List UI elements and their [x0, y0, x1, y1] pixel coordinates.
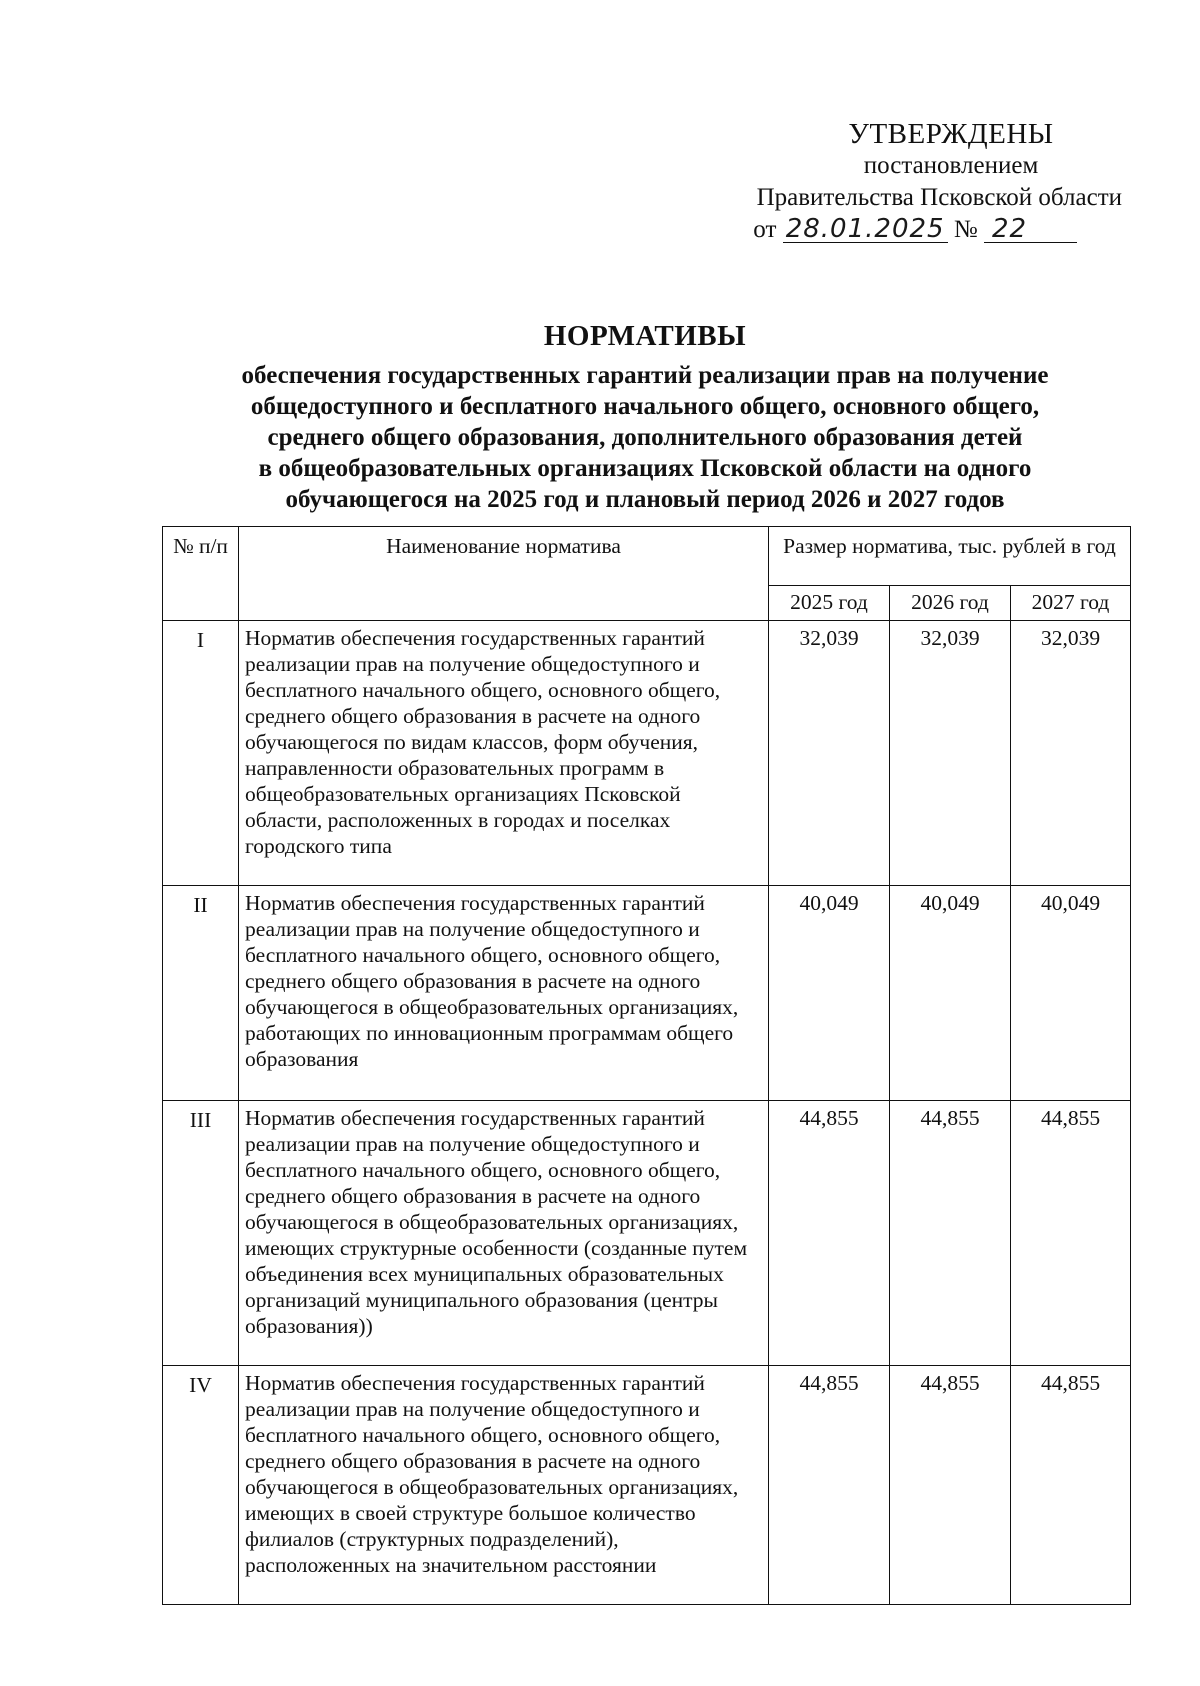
approval-stamp [700, 118, 1122, 246]
subtitle-line: обучающегося на 2025 год и плановый период 2026 и 2027 годов [285, 486, 1005, 513]
row-value-2026: 44,855 [890, 1101, 1011, 1366]
row-name: Норматив обеспечения государственных гарантий реализации прав на получение общедоступного и бесплатного начального общего, основного общего, среднего общего образования в расчете на одного обучающегося в общеобразовательных организациях, имеющих в своей структуре большое количество филиалов (структурных подразделений), расположенных на значительном расстоянии [239, 1366, 769, 1605]
approval-from-label: от [753, 216, 777, 243]
norms-table [162, 526, 1131, 1605]
approval-line-resolution: постановлением [863, 152, 1039, 179]
approval-date: 28.01.2025 [783, 216, 948, 243]
subtitle-line: в общеобразовательных организациях Псковской области на одного [258, 455, 1032, 482]
document-heading [160, 318, 1130, 515]
approval-number-label: № [953, 216, 978, 243]
header-name [239, 527, 769, 621]
row-value-2026: 40,049 [890, 886, 1011, 1101]
header-year-2027: 2027 год [1011, 586, 1131, 621]
header-name-label: Наименование норматива [386, 534, 621, 558]
table-row [163, 886, 1131, 1101]
table-row [163, 621, 1131, 886]
subtitle-line: обеспечения государственных гарантий реализации прав на получение [241, 362, 1049, 389]
row-value-2026: 44,855 [890, 1366, 1011, 1605]
row-value-2025: 32,039 [769, 621, 890, 886]
row-number: I [163, 621, 239, 886]
document-subtitle [160, 360, 1130, 515]
approval-title: УТВЕРЖДЕНЫ [848, 118, 1054, 150]
row-number: IV [163, 1366, 239, 1605]
approval-date-line [700, 214, 1122, 246]
table-row [163, 1101, 1131, 1366]
approval-line-government: Правительства Псковской области [756, 184, 1122, 211]
row-value-2027: 32,039 [1011, 621, 1131, 886]
row-number: III [163, 1101, 239, 1366]
header-size [769, 527, 1131, 586]
document-title: НОРМАТИВЫ [543, 320, 747, 352]
header-number [163, 527, 239, 621]
row-value-2026: 32,039 [890, 621, 1011, 886]
row-name: Норматив обеспечения государственных гарантий реализации прав на получение общедоступного и бесплатного начального общего, основного общего, среднего общего образования в расчете на одного обучающегося в общеобразовательных организациях, имеющих структурные особенности (созданные путем объединения всех муниципальных образовательных организаций муниципального образования (центры образования)) [239, 1101, 769, 1366]
header-year-2026: 2026 год [890, 586, 1011, 621]
table-row [163, 1366, 1131, 1605]
approval-number: 22 [984, 216, 1077, 243]
header-size-label: Размер норматива, тыс. рублей в год [783, 534, 1116, 558]
row-name: Норматив обеспечения государственных гарантий реализации прав на получение общедоступного и бесплатного начального общего, основного общего, среднего общего образования в расчете на одного обучающегося по видам классов, форм обучения, направленности образовательных программ в общеобразовательных организациях Псковской области, расположенных в городах и поселках городского типа [239, 621, 769, 886]
row-value-2027: 44,855 [1011, 1101, 1131, 1366]
row-value-2025: 44,855 [769, 1101, 890, 1366]
table-header-row [163, 527, 1131, 586]
row-value-2025: 44,855 [769, 1366, 890, 1605]
subtitle-line: общедоступного и бесплатного начального общего, основного общего, [250, 393, 1040, 420]
row-value-2025: 40,049 [769, 886, 890, 1101]
row-name: Норматив обеспечения государственных гарантий реализации прав на получение общедоступного и бесплатного начального общего, основного общего, среднего общего образования в расчете на одного обучающегося в общеобразовательных организациях, работающих по инновационным программам общего образования [239, 886, 769, 1101]
header-number-label: № п/п [173, 534, 228, 558]
subtitle-line: среднего общего образования, дополнительного образования детей [267, 424, 1023, 451]
row-value-2027: 44,855 [1011, 1366, 1131, 1605]
row-value-2027: 40,049 [1011, 886, 1131, 1101]
row-number: II [163, 886, 239, 1101]
header-year-2025: 2025 год [769, 586, 890, 621]
